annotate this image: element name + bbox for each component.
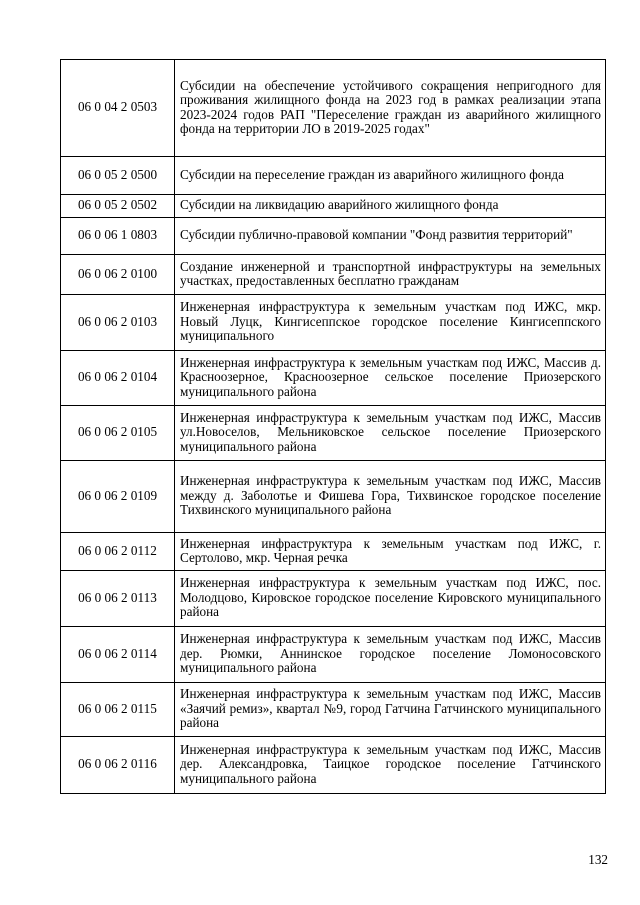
description-cell: Создание инженерной и транспортной инфраструктуры на земельных участках, предоставленных бесплатно гражданам	[175, 255, 606, 295]
budget-code-cell: 06 0 06 2 0112	[61, 533, 175, 571]
budget-code-cell: 06 0 06 2 0104	[61, 351, 175, 406]
budget-code-cell: 06 0 06 2 0113	[61, 571, 175, 627]
table-row	[61, 737, 606, 794]
budget-code-cell: 06 0 04 2 0503	[61, 60, 175, 157]
budget-code-table	[60, 59, 606, 794]
table-row	[61, 571, 606, 627]
budget-code-cell: 06 0 05 2 0500	[61, 157, 175, 195]
table-row	[61, 351, 606, 406]
description-cell: Субсидии на переселение граждан из аварийного жилищного фонда	[175, 157, 606, 195]
description-cell: Инженерная инфраструктура к земельным участкам под ИЖС, Массив д. Красноозерное, Красноозерное сельское поселение Приозерского муниципального района	[175, 351, 606, 406]
table-row	[61, 218, 606, 255]
description-cell: Субсидии на обеспечение устойчивого сокращения непригодного для проживания жилищного фонда на 2023 год в рамках реализации этапа 2023-2024 годов РАП "Переселение граждан из аварийного жилищного фонда на территории ЛО в 2019-2025 годах"	[175, 60, 606, 157]
budget-code-cell: 06 0 06 2 0109	[61, 461, 175, 533]
budget-code-cell: 06 0 06 2 0103	[61, 295, 175, 351]
description-cell: Инженерная инфраструктура к земельным участкам под ИЖС, Массив дер. Александровка, Таицкое городское поселение Гатчинского муниципального района	[175, 737, 606, 794]
description-cell: Инженерная инфраструктура к земельным участкам под ИЖС, Массив ул.Новоселов, Мельниковское сельское поселение Приозерского муниципального района	[175, 406, 606, 461]
description-cell: Инженерная инфраструктура к земельным участкам под ИЖС, г. Сертолово, мкр. Черная речка	[175, 533, 606, 571]
table-row	[61, 533, 606, 571]
table-row	[61, 295, 606, 351]
table-row	[61, 627, 606, 683]
description-cell: Инженерная инфраструктура к земельным участкам под ИЖС, Массив «Заячий ремиз», квартал №9, город Гатчина Гатчинского муниципального района	[175, 683, 606, 737]
budget-code-cell: 06 0 06 2 0114	[61, 627, 175, 683]
description-cell: Инженерная инфраструктура к земельным участкам под ИЖС, мкр. Новый Луцк, Кингисеппское городское поселение Кингисеппского муниципального	[175, 295, 606, 351]
table-row	[61, 683, 606, 737]
description-cell: Субсидии на ликвидацию аварийного жилищного фонда	[175, 195, 606, 218]
budget-code-cell: 06 0 06 2 0115	[61, 683, 175, 737]
table-row	[61, 255, 606, 295]
budget-code-cell: 06 0 06 1 0803	[61, 218, 175, 255]
description-cell: Инженерная инфраструктура к земельным участкам под ИЖС, Массив между д. Заболотье и Фишева Гора, Тихвинское городское поселение Тихвинского муниципального района	[175, 461, 606, 533]
budget-code-cell: 06 0 06 2 0116	[61, 737, 175, 794]
budget-code-cell: 06 0 05 2 0502	[61, 195, 175, 218]
table-row	[61, 157, 606, 195]
page-number: 132	[588, 852, 608, 867]
table-row	[61, 195, 606, 218]
description-cell: Инженерная инфраструктура к земельным участкам под ИЖС, Массив дер. Рюмки, Аннинское городское поселение Ломоносовского муниципального района	[175, 627, 606, 683]
description-cell: Субсидии публично-правовой компании "Фонд развития территорий"	[175, 218, 606, 255]
table-row	[61, 60, 606, 157]
budget-code-cell: 06 0 06 2 0105	[61, 406, 175, 461]
budget-code-cell: 06 0 06 2 0100	[61, 255, 175, 295]
description-cell: Инженерная инфраструктура к земельным участкам под ИЖС, пос. Молодцово, Кировское городское поселение Кировского муниципального района	[175, 571, 606, 627]
table-row	[61, 461, 606, 533]
table-row	[61, 406, 606, 461]
